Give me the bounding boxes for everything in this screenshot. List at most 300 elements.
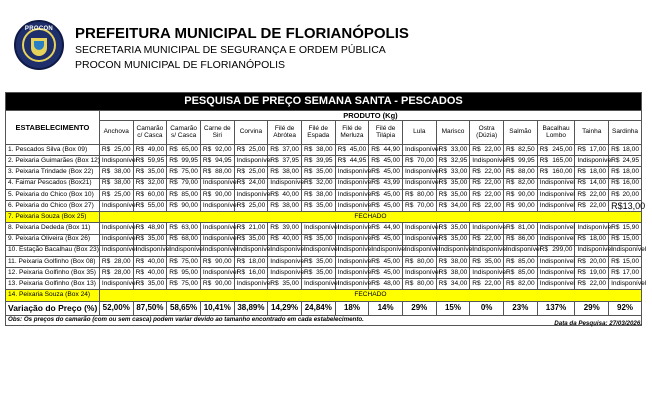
variation-value: 14,29%	[268, 301, 302, 315]
price-value: 15,90	[622, 224, 639, 232]
price-value: 86,00	[518, 235, 535, 243]
unavailable-cell: Indisponível	[99, 234, 133, 245]
price-value: 13,00	[622, 200, 646, 211]
price-cell	[167, 200, 201, 211]
price-cell	[268, 223, 302, 234]
currency-symbol: R$	[577, 257, 586, 265]
currency-symbol: R$	[236, 201, 246, 209]
currency-symbol: R$	[303, 168, 313, 176]
currency-symbol: R$	[611, 168, 620, 176]
price-cell	[167, 167, 201, 178]
price-cell	[436, 279, 470, 290]
price-value: 38,00	[316, 145, 333, 153]
price-value: 16,00	[248, 268, 266, 276]
column-header: Lula	[402, 121, 436, 145]
table-row	[6, 145, 642, 156]
price-value: 19,00	[589, 268, 607, 276]
table-row	[6, 212, 642, 223]
price-cell	[503, 234, 537, 245]
price-cell	[268, 234, 302, 245]
currency-symbol: R$	[472, 235, 481, 243]
price-value: 22,00	[484, 168, 501, 176]
variation-value: 14%	[369, 301, 403, 315]
variation-value: 23%	[503, 301, 537, 315]
price-value: 92,00	[215, 145, 232, 153]
price-cell	[133, 189, 167, 200]
price-cell	[234, 268, 268, 279]
price-cell	[234, 256, 268, 267]
price-cell	[575, 200, 609, 211]
unavailable-cell: Indisponível	[537, 178, 575, 189]
price-value: 82,50	[518, 145, 535, 153]
variation-value: 18%	[335, 301, 369, 315]
currency-symbol: R$	[101, 145, 111, 153]
currency-symbol: R$	[303, 145, 313, 153]
unavailable-cell: Indisponível	[402, 167, 436, 178]
price-value: 40,00	[147, 268, 165, 276]
price-cell	[133, 167, 167, 178]
price-cell	[167, 178, 201, 189]
currency-symbol: R$	[270, 190, 279, 198]
price-value: 18,00	[622, 168, 639, 176]
price-cell	[301, 167, 335, 178]
table-row	[6, 178, 642, 189]
price-cell	[575, 145, 609, 156]
currency-symbol: R$	[371, 168, 380, 176]
unavailable-cell: Indisponível	[268, 178, 302, 189]
price-cell	[369, 178, 403, 189]
currency-symbol: R$	[611, 190, 620, 198]
price-value: 48,90	[147, 224, 165, 232]
table-title: PESQUISA DE PREÇO SEMANA SANTA - PESCADOS	[6, 93, 642, 111]
price-cell	[301, 178, 335, 189]
price-cell	[470, 178, 504, 189]
establishment-name: 12. Peixaria Golfinho (Box 35)	[6, 268, 100, 279]
currency-symbol: R$	[135, 257, 145, 265]
unavailable-cell: Indisponível	[402, 268, 436, 279]
produto-header: PRODUTO (Kg)	[99, 111, 641, 121]
table-row	[6, 290, 642, 301]
currency-symbol: R$	[371, 190, 380, 198]
price-cell	[234, 178, 268, 189]
price-value: 80,00	[417, 257, 434, 265]
currency-symbol: R$	[404, 257, 414, 265]
price-cell	[470, 279, 504, 290]
price-value: 63,00	[181, 224, 198, 232]
price-cell	[609, 200, 646, 211]
unavailable-cell: Indisponível	[335, 234, 369, 245]
establishment-name: 11. Peixaria Golfinho (Box 08)	[6, 256, 100, 267]
price-cell	[575, 189, 609, 200]
column-header: Tainha	[575, 121, 609, 145]
price-cell	[503, 167, 537, 178]
price-value: 35,00	[248, 235, 266, 243]
column-header: Filé de Merluza	[335, 121, 369, 145]
establishment-name: 4. Faimar Pescados (Box21)	[6, 178, 100, 189]
price-value: 80,00	[417, 280, 434, 288]
price-value: 160,00	[552, 168, 573, 176]
unavailable-cell: Indisponível	[268, 256, 302, 267]
price-cell	[503, 178, 537, 189]
currency-symbol: R$	[472, 257, 481, 265]
currency-symbol: R$	[169, 201, 178, 209]
price-cell	[402, 156, 436, 167]
column-header: Filé de Tilápia	[369, 121, 403, 145]
price-value: 18,00	[622, 145, 639, 153]
price-value: 15,00	[622, 235, 639, 243]
currency-symbol: R$	[438, 224, 448, 232]
table-title-row	[6, 93, 642, 111]
unavailable-cell: Indisponível	[335, 167, 369, 178]
price-cell	[133, 156, 167, 167]
price-value: 75,00	[181, 168, 198, 176]
currency-symbol: R$	[236, 168, 246, 176]
currency-symbol: R$	[135, 190, 145, 198]
price-value: 38,00	[450, 257, 468, 265]
unavailable-cell: Indisponível	[402, 145, 436, 156]
column-header: Corvina	[234, 121, 268, 145]
currency-symbol: R$	[611, 257, 620, 265]
price-value: 16,00	[622, 179, 639, 187]
unavailable-cell: Indisponível	[335, 200, 369, 211]
price-value: 17,00	[589, 145, 607, 153]
price-cell	[133, 279, 167, 290]
currency-symbol: R$	[577, 190, 586, 198]
header-title: PREFEITURA MUNICIPAL DE FLORIANÓPOLIS	[75, 25, 409, 42]
column-header: Carne de Siri	[200, 121, 234, 145]
price-value: 20,00	[622, 190, 639, 198]
currency-symbol: R$	[438, 145, 448, 153]
price-value: 79,00	[181, 179, 198, 187]
price-value: 37,95	[282, 156, 299, 164]
price-cell	[369, 279, 403, 290]
unavailable-cell: Indisponível	[402, 223, 436, 234]
price-value: 94,95	[215, 156, 232, 164]
currency-symbol: R$	[135, 268, 145, 276]
column-header: Bacalhau Lombo	[537, 121, 575, 145]
price-cell	[537, 156, 575, 167]
price-value: 35,00	[316, 168, 333, 176]
price-value: 45,00	[383, 201, 400, 209]
price-cell	[133, 223, 167, 234]
price-value: 90,00	[518, 201, 535, 209]
price-value: 22,00	[484, 235, 501, 243]
unavailable-cell: Indisponível	[301, 279, 335, 290]
price-value: 85,00	[518, 268, 535, 276]
currency-symbol: R$	[505, 224, 515, 232]
currency-symbol: R$	[135, 145, 145, 153]
price-cell	[301, 156, 335, 167]
currency-symbol: R$	[169, 179, 178, 187]
unavailable-cell: Indisponível	[503, 245, 537, 256]
price-value: 25,00	[248, 145, 266, 153]
price-cell	[268, 156, 302, 167]
price-cell	[436, 223, 470, 234]
price-cell	[167, 234, 201, 245]
price-cell	[234, 200, 268, 211]
price-value: 90,00	[181, 201, 198, 209]
price-value: 28,00	[114, 268, 131, 276]
price-value: 75,00	[181, 257, 198, 265]
currency-symbol: R$	[135, 201, 145, 209]
price-value: 38,00	[114, 179, 131, 187]
variation-value: 52,00%	[99, 301, 133, 315]
price-cell	[436, 256, 470, 267]
currency-symbol: R$	[135, 224, 145, 232]
unavailable-cell: Indisponível	[99, 245, 133, 256]
currency-symbol: R$	[303, 156, 313, 164]
price-value: 85,00	[181, 190, 198, 198]
price-cell	[575, 234, 609, 245]
price-value: 59,95	[147, 156, 165, 164]
price-value: 90,00	[215, 190, 232, 198]
column-header: Anchova	[99, 121, 133, 145]
price-cell	[200, 189, 234, 200]
table-row	[6, 245, 642, 256]
variation-value: 87,50%	[133, 301, 167, 315]
currency-symbol: R$	[438, 201, 448, 209]
price-cell	[436, 145, 470, 156]
establishment-name: 2. Peixaria Guimarães (Box 12)	[6, 156, 100, 167]
price-value: 35,00	[484, 257, 501, 265]
table-row	[6, 156, 642, 167]
price-cell	[369, 200, 403, 211]
establishment-name: 8. Peixaria Dededa (Box 11)	[6, 223, 100, 234]
unavailable-cell: Indisponível	[99, 223, 133, 234]
price-value: 28,00	[114, 257, 131, 265]
currency-symbol: R$	[539, 145, 549, 153]
currency-symbol: R$	[169, 268, 178, 276]
price-cell	[575, 256, 609, 267]
currency-symbol: R$	[202, 280, 212, 288]
establishment-name: 7. Peixaria Souza (Box 25)	[6, 212, 100, 223]
price-value: 35,00	[450, 179, 468, 187]
price-cell	[301, 256, 335, 267]
price-value: 32,00	[316, 179, 333, 187]
price-cell	[268, 167, 302, 178]
currency-symbol: R$	[135, 179, 145, 187]
establishment-name: 10. Estação Bacalhau (Box 23)	[6, 245, 100, 256]
column-header: Camarão s/ Casca	[167, 121, 201, 145]
price-value: 20,00	[589, 257, 607, 265]
price-cell	[133, 234, 167, 245]
currency-symbol: R$	[404, 190, 414, 198]
unavailable-cell: Indisponível	[301, 223, 335, 234]
unavailable-cell: Indisponível	[609, 245, 642, 256]
price-value: 60,00	[147, 190, 165, 198]
price-value: 95,00	[181, 268, 198, 276]
price-note: Obs: Os preços do camarão (com ou sem casca) podem variar devido ao tamanho encontrado em cada estabelecimento.	[6, 315, 642, 325]
table-row	[6, 189, 642, 200]
price-cell	[402, 256, 436, 267]
unavailable-cell: Indisponível	[99, 279, 133, 290]
currency-symbol: R$	[505, 168, 515, 176]
price-value: 32,00	[147, 179, 165, 187]
procon-seal-logo	[14, 20, 64, 70]
price-cell	[234, 223, 268, 234]
unavailable-cell: Indisponível	[537, 189, 575, 200]
variation-value: 10,41%	[200, 301, 234, 315]
price-value: 165,00	[552, 156, 573, 164]
unavailable-cell: Indisponível	[537, 279, 575, 290]
document-header	[0, 0, 652, 90]
unavailable-cell: Indisponível	[200, 223, 234, 234]
currency-symbol: R$	[270, 201, 279, 209]
column-header: Filé de Abrótea	[268, 121, 302, 145]
currency-symbol: R$	[169, 190, 178, 198]
price-value: 88,00	[518, 168, 535, 176]
currency-symbol: R$	[371, 156, 380, 164]
price-cell	[503, 223, 537, 234]
currency-symbol: R$	[472, 280, 481, 288]
column-header: Camarão c/ Casca	[133, 121, 167, 145]
price-value: 22,00	[484, 145, 501, 153]
price-cell	[369, 223, 403, 234]
currency-symbol: R$	[371, 257, 380, 265]
currency-symbol: R$	[438, 156, 448, 164]
price-value: 33,00	[450, 145, 468, 153]
price-value: 38,00	[316, 190, 333, 198]
closed-label: FECHADO	[99, 290, 641, 301]
price-cell	[436, 167, 470, 178]
currency-symbol: R$	[505, 179, 515, 187]
price-value: 82,00	[518, 280, 535, 288]
price-value: 25,00	[114, 145, 131, 153]
price-value: 99,95	[518, 156, 535, 164]
table-row	[6, 279, 642, 290]
header-procon: PROCON MUNICIPAL DE FLORIANÓPOLIS	[75, 59, 286, 71]
currency-symbol: R$	[371, 280, 380, 288]
unavailable-cell: Indisponível	[99, 200, 133, 211]
price-cell	[470, 189, 504, 200]
establishment-name: 1. Pescados Silva (Box 09)	[6, 145, 100, 156]
price-value: 245,00	[552, 145, 573, 153]
currency-symbol: R$	[303, 179, 313, 187]
currency-symbol: R$	[270, 235, 279, 243]
currency-symbol: R$	[505, 201, 515, 209]
unavailable-cell: Indisponível	[470, 245, 504, 256]
price-value: 17,00	[622, 268, 639, 276]
currency-symbol: R$	[577, 145, 586, 153]
currency-symbol: R$	[371, 201, 380, 209]
currency-symbol: R$	[236, 145, 246, 153]
price-cell	[268, 145, 302, 156]
price-value: 99,95	[181, 156, 198, 164]
price-cell	[470, 234, 504, 245]
currency-symbol: R$	[101, 179, 111, 187]
currency-symbol: R$	[438, 280, 448, 288]
price-cell	[503, 189, 537, 200]
currency-symbol: R$	[236, 179, 246, 187]
price-value: 18,00	[589, 168, 607, 176]
unavailable-cell: Indisponível	[335, 189, 369, 200]
unavailable-cell: Indisponível	[167, 245, 201, 256]
unavailable-cell: Indisponível	[537, 223, 575, 234]
unavailable-cell: Indisponível	[402, 245, 436, 256]
currency-symbol: R$	[270, 280, 279, 288]
unavailable-cell: Indisponível	[200, 245, 234, 256]
price-value: 45,00	[383, 190, 400, 198]
price-cell	[167, 189, 201, 200]
currency-symbol: R$	[169, 257, 178, 265]
price-cell	[234, 234, 268, 245]
price-cell	[609, 167, 642, 178]
price-cell	[200, 256, 234, 267]
unavailable-cell: Indisponível	[335, 178, 369, 189]
price-cell	[503, 145, 537, 156]
price-value: 14,00	[589, 179, 607, 187]
price-value: 37,00	[282, 145, 299, 153]
unavailable-cell: Indisponível	[470, 223, 504, 234]
variation-value: 58,65%	[167, 301, 201, 315]
price-cell	[167, 156, 201, 167]
price-cell	[609, 223, 642, 234]
currency-symbol: R$	[505, 268, 515, 276]
currency-symbol: R$	[371, 235, 380, 243]
establishment-name: 14. Peixaria Souza (Box 24)	[6, 290, 100, 301]
price-cell	[537, 167, 575, 178]
price-value: 45,00	[383, 268, 400, 276]
currency-symbol: R$	[472, 201, 481, 209]
establishment-name: 6. Peixaria do Chico (Box 27)	[6, 200, 100, 211]
price-cell	[99, 167, 133, 178]
price-value: 35,00	[147, 168, 165, 176]
currency-symbol: R$	[577, 235, 586, 243]
currency-symbol: R$	[169, 145, 178, 153]
price-value: 34,00	[450, 201, 468, 209]
price-value: 75,00	[181, 280, 198, 288]
currency-symbol: R$	[101, 268, 111, 276]
price-cell	[301, 268, 335, 279]
price-value: 22,00	[484, 280, 501, 288]
price-value: 35,00	[450, 190, 468, 198]
variation-value: 92%	[609, 301, 642, 315]
price-value: 44,95	[349, 156, 367, 164]
price-value: 38,00	[450, 268, 468, 276]
price-cell	[537, 245, 575, 256]
unavailable-cell: Indisponível	[200, 200, 234, 211]
currency-symbol: R$	[505, 257, 515, 265]
price-cell	[369, 234, 403, 245]
unavailable-cell: Indisponível	[335, 245, 369, 256]
currency-symbol: R$	[135, 156, 145, 164]
estab-header: ESTABELECIMENTO	[6, 111, 100, 145]
price-cell	[268, 200, 302, 211]
price-cell	[402, 189, 436, 200]
variation-value: 0%	[470, 301, 504, 315]
price-value: 22,00	[484, 179, 501, 187]
price-cell	[133, 200, 167, 211]
price-cell	[167, 145, 201, 156]
unavailable-cell: Indisponível	[609, 279, 642, 290]
table-row	[6, 223, 642, 234]
currency-symbol: R$	[202, 257, 212, 265]
variation-value: 15%	[436, 301, 470, 315]
column-header: Marisco	[436, 121, 470, 145]
price-value: 40,00	[147, 257, 165, 265]
currency-symbol: R$	[611, 224, 620, 232]
price-cell	[301, 145, 335, 156]
price-cell	[99, 145, 133, 156]
price-value: 21,00	[248, 224, 266, 232]
price-value: 39,00	[282, 224, 299, 232]
price-value: 35,00	[316, 268, 333, 276]
unavailable-cell: Indisponível	[200, 178, 234, 189]
unavailable-cell: Indisponível	[268, 268, 302, 279]
table-row	[6, 256, 642, 267]
survey-date: Data da Pesquisa: 27/03/2026.	[554, 320, 642, 327]
currency-symbol: R$	[169, 224, 178, 232]
